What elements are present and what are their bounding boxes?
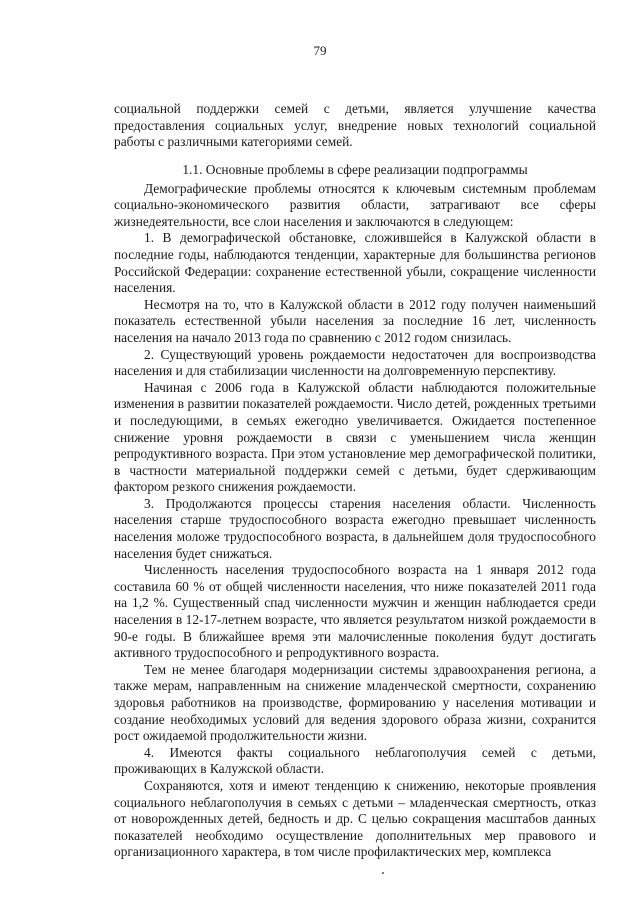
paragraph: 2. Существующий уровень рождаемости недостаточен для воспроизводства населения и для стабилизации численности на долговременную перспективу. [114,346,596,379]
intro-block [114,101,596,151]
scan-speck [382,872,384,874]
page-number: 79 [313,43,327,58]
paragraph: 3. Продолжаются процессы старения населения области. Численность населения старше трудоспособного возраста ежегодно превышает численность населения моложе трудоспособного возраста, в дальнейшем доля трудоспособного населения будет снижаться. [114,495,596,561]
paragraph: 1. В демографической обстановке, сложившейся в Калужской области в последние годы, наблюдаются тенденции, характерные для большинства регионов Российской Федерации: сохранение естественной убыли, сокращение численности населения. [114,230,596,296]
paragraph: Начиная с 2006 года в Калужской области наблюдаются положительные изменения в развитии показателей рождаемости. Число детей, рожденных третьими и последующими, в семьях ежегодно увеличивается. Ожидается постепенное снижение уровня рождаемости в связи с уменьшением числа женщин репродуктивного возраста. При этом установление мер демографической политики, в частности материальной поддержки семей с детьми, будет сдерживающим фактором резкого снижения рождаемости. [114,379,596,495]
section-body [114,162,596,861]
section-heading: 1.1. Основные проблемы в сфере реализации подпрограммы [182,162,528,177]
paragraph: 4. Имеются факты социального неблагополучия семей с детьми, проживающих в Калужской области. [114,744,596,777]
paragraph: Демографические проблемы относятся к ключевым системным проблемам социально-экономического развития области, затрагивают все сферы жизнедеятельности, все слои населения и заключаются в следующем: [114,180,596,229]
intro-paragraph: социальной поддержки семей с детьми, является улучшение качества предоставления социальных услуг, внедрение новых технологий социальной работы с различными категориями семей. [114,101,596,150]
paragraph: Несмотря на то, что в Калужской области в 2012 году получен наименьший показатель естественной убыли населения за последние 16 лет, численность населения на начало 2013 года по сравнению с 2012 годом снизилась. [114,296,596,345]
paragraph: Численность населения трудоспособного возраста на 1 января 2012 года составила 60 % от общей численности населения, что ниже показателей 2011 года на 1,2 %. Существенный спад численности мужчин и женщин наблюдается среди населения в 12-17-летнем возрасте, что является результатом низкой рождаемости в 90-е годы. В ближайшее время эти малочисленные поколения будут достигать активного трудоспособного и репродуктивного возраста. [114,562,596,661]
paragraph: Сохраняются, хотя и имеют тенденцию к снижению, некоторые проявления социального неблагополучия в семьях с детьми – младенческая смертность, отказ от новорожденных детей, бедность и др. С целью сокращения масштабов данных показателей необходимо осуществление дополнительных мер правового и организационного характера, в том числе профилактических мер, комплекса [114,777,596,860]
paragraph: Тем не менее благодаря модернизации системы здравоохранения региона, а также мерам, направленным на снижение младенческой смертности, сохранению здоровья работников на производстве, формированию у населения мотивации и создание необходимых условий для ведения здорового образа жизни, сохранится рост ожидаемой продолжительности жизни. [114,661,596,744]
